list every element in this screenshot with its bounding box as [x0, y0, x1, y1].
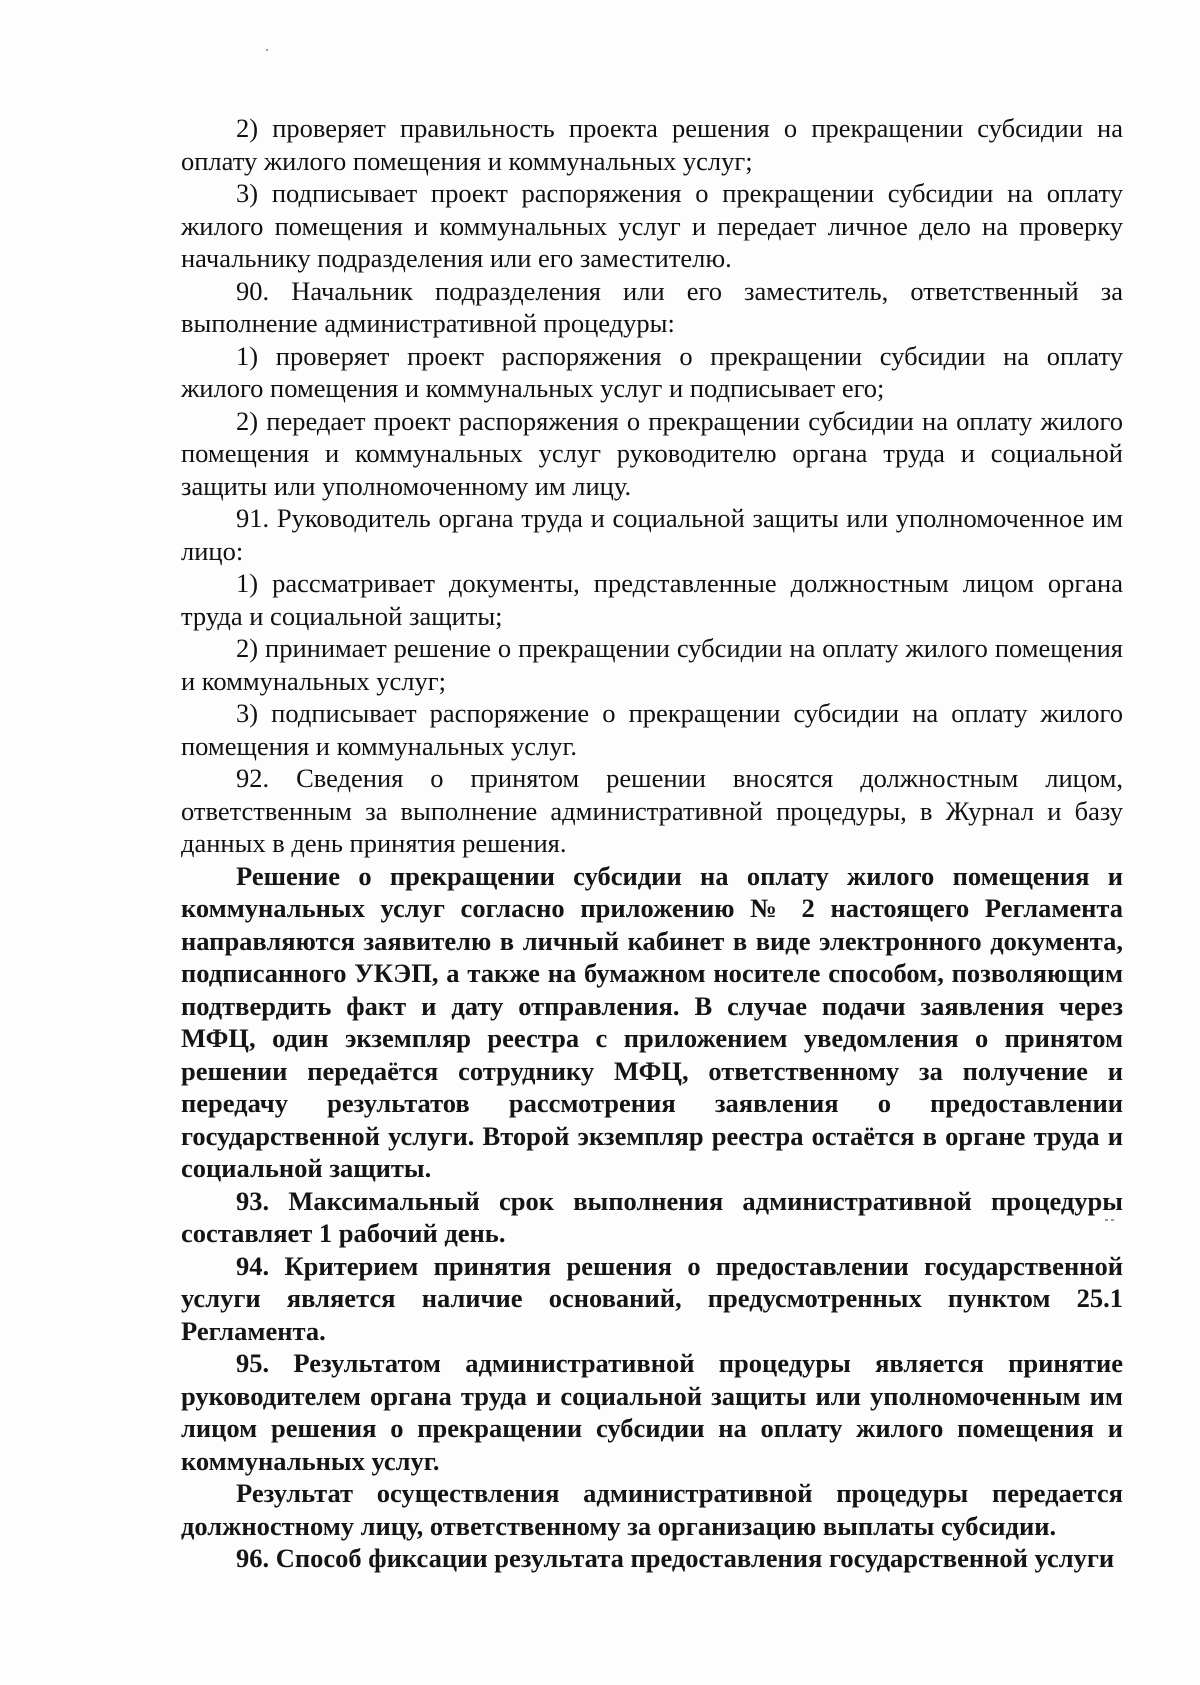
- paragraph: 96. Способ фиксации результата предоставления государственной услуги: [236, 1543, 1115, 1573]
- paragraph: 3) подписывает распоряжение о прекращении субсидии на оплату жилого помещения и коммунальных услуг.: [181, 698, 1123, 761]
- paragraph: 2) передает проект распоряжения о прекращении субсидии на оплату жилого помещения и коммунальных услуг руководителю органа труда и социальной защиты или уполномоченному им лицу.: [181, 405, 1123, 501]
- paragraph: 3) подписывает проект распоряжения о прекращении субсидии на оплату жилого помещения и коммунальных услуг и передает личное дело на проверку начальнику подразделения или его заместителю.: [181, 178, 1123, 273]
- paragraph: 2) принимает решение о прекращении субсидии на оплату жилого помещения и коммунальных услуг;: [181, 633, 1123, 696]
- paragraph: 93. Максимальный срок выполнения административной процедуры составляет 1 рабочий день.: [181, 1185, 1123, 1248]
- scan-speck: [266, 49, 268, 51]
- paragraph: 91. Руководитель органа труда и социальной защиты или уполномоченное им лицо:: [181, 503, 1123, 566]
- paragraph: 1) рассматривает документы, представленные должностным лицом органа труда и социальной защиты;: [181, 568, 1123, 631]
- paragraph: 92. Сведения о принятом решении вносятся должностным лицом, ответственным за выполнение административной процедуры, в Журнал и базу данных в день принятия решения.: [181, 763, 1123, 858]
- paragraph: Решение о прекращении субсидии на оплату жилого помещения и коммунальных услуг согласно приложению № 2 настоящего Регламента направляются заявителю в личный кабинет в виде электронного документа, подписанного УКЭП, а также на бумажном носителе способом, позволяющим подтвердить факт и дату отправления. В случае подачи заявления через МФЦ, один экземпляр реестра с приложением уведомления о принятом решении передаётся сотруднику МФЦ, ответственному за получение и передачу результатов рассмотрения заявления о предоставлении государственной услуги. Второй экземпляр реестра остаётся в органе труда и социальной защиты.: [181, 860, 1123, 1183]
- paragraph: 95. Результатом административной процедуры является принятие руководителем органа труда и социальной защиты или уполномоченным им лицом решения о прекращении субсидии на оплату жилого помещения и коммунальных услуг.: [181, 1348, 1123, 1476]
- paragraph: 1) проверяет проект распоряжения о прекращении субсидии на оплату жилого помещения и коммунальных услуг и подписывает его;: [181, 340, 1123, 403]
- paragraph: 2) проверяет правильность проекта решения о прекращении субсидии на оплату жилого помещения и коммунальных услуг;: [181, 113, 1123, 176]
- paragraph: 90. Начальник подразделения или его заместитель, ответственный за выполнение административной процедуры:: [181, 275, 1123, 338]
- paragraph: Результат осуществления административной процедуры передается должностному лицу, ответственному за организацию выплаты субсидии.: [181, 1478, 1123, 1541]
- paragraph: 94. Критерием принятия решения о предоставлении государственной услуги является наличие оснований, предусмотренных пунктом 25.1 Регламента.: [181, 1250, 1123, 1346]
- document-body: [181, 112, 1123, 1575]
